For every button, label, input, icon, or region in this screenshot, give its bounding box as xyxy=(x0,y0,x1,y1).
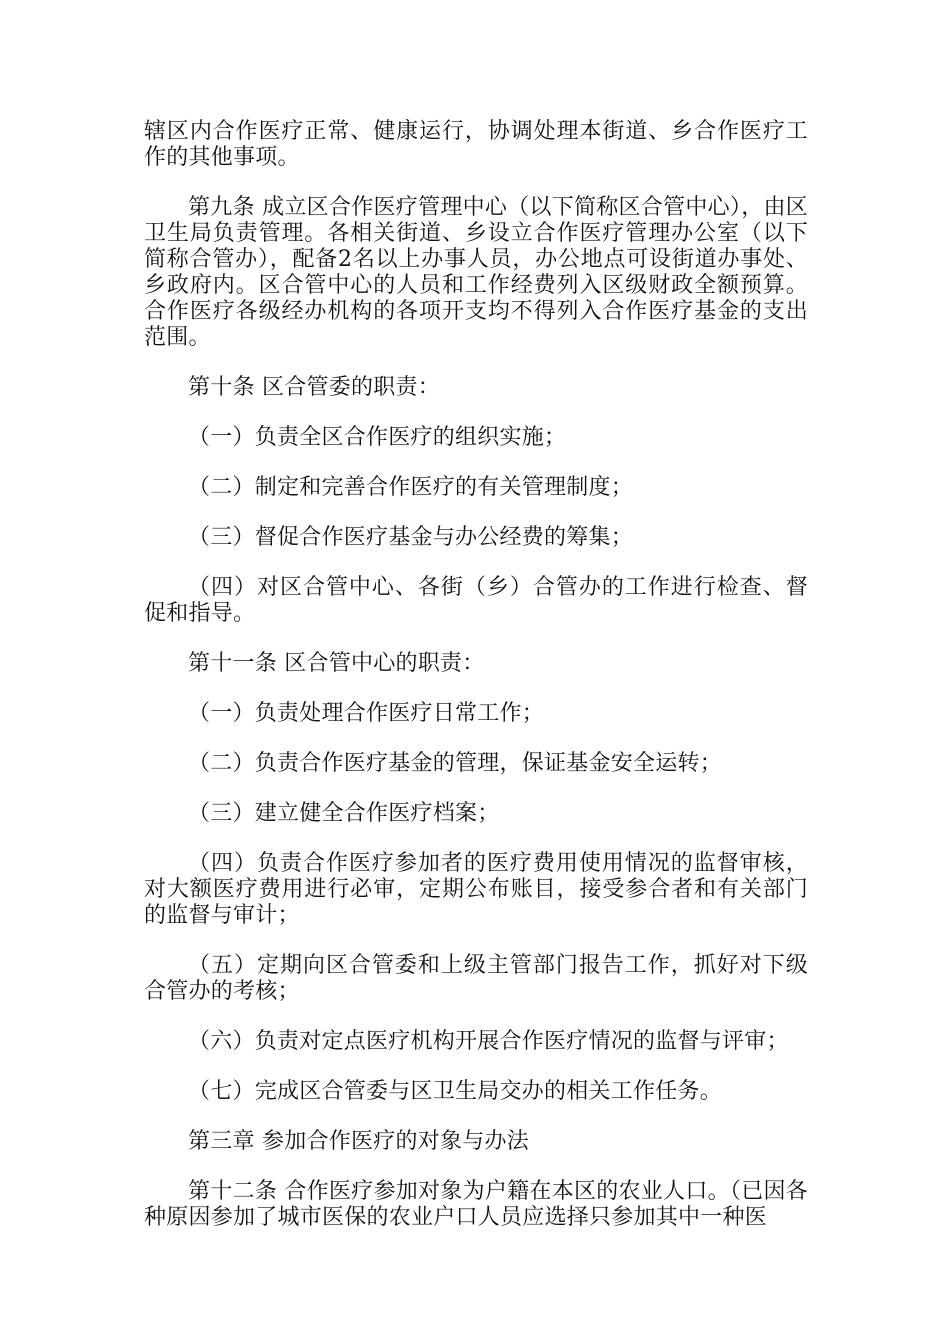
document-body xyxy=(144,119,808,1231)
paragraph: 第十一条 区合管中心的职责： xyxy=(188,651,485,676)
paragraph: （一）负责处理合作医疗日常工作； xyxy=(188,701,545,726)
paragraph: 第九条 成立区合作医疗管理中心（以下简称区合管中心），由区卫生局负责管理。各相关街道、乡设立合作医疗管理办公室（以下简称合管办），配备2名以上办事人员，办公地点可设街道办事处、乡政府内。区合管中心的人员和工作经费列入区级财政全额预算。合作医疗各级经办机构的各项开支均不得列入合作医疗基金的支出范围。 xyxy=(144,195,808,350)
paragraph: （三）建立健全合作医疗档案； xyxy=(188,801,500,826)
paragraph: （六）负责对定点医疗机构开展合作医疗情况的监督与评审； xyxy=(188,1029,789,1054)
paragraph: 第十条 区合管委的职责： xyxy=(188,375,440,400)
paragraph: （四）负责合作医疗参加者的医疗费用使用情况的监督审核，对大额医疗费用进行必审，定期公布账目，接受参合者和有关部门的监督与审计； xyxy=(144,851,808,928)
paragraph: （一）负责全区合作医疗的组织实施； xyxy=(188,425,567,450)
paragraph: 第十二条 合作医疗参加对象为户籍在本区的农业人口。（已因各种原因参加了城市医保的农业户口人员应选择只参加其中一种医 xyxy=(144,1179,808,1230)
paragraph: （三）督促合作医疗基金与办公经费的筹集； xyxy=(188,525,634,550)
paragraph: （四）对区合管中心、各街（乡）合管办的工作进行检查、督促和指导。 xyxy=(144,575,808,626)
paragraph: （七）完成区合管委与区卫生局交办的相关工作任务。 xyxy=(188,1079,723,1104)
paragraph: （二）制定和完善合作医疗的有关管理制度； xyxy=(188,475,634,500)
paragraph: （五）定期向区合管委和上级主管部门报告工作，抓好对下级合管办的考核； xyxy=(144,953,808,1004)
paragraph: （二）负责合作医疗基金的管理，保证基金安全运转； xyxy=(188,751,723,776)
paragraph: 第三章 参加合作医疗的对象与办法 xyxy=(188,1129,529,1154)
continued-paragraph: 辖区内合作医疗正常、健康运行，协调处理本街道、乡合作医疗工作的其他事项。 xyxy=(144,119,808,170)
